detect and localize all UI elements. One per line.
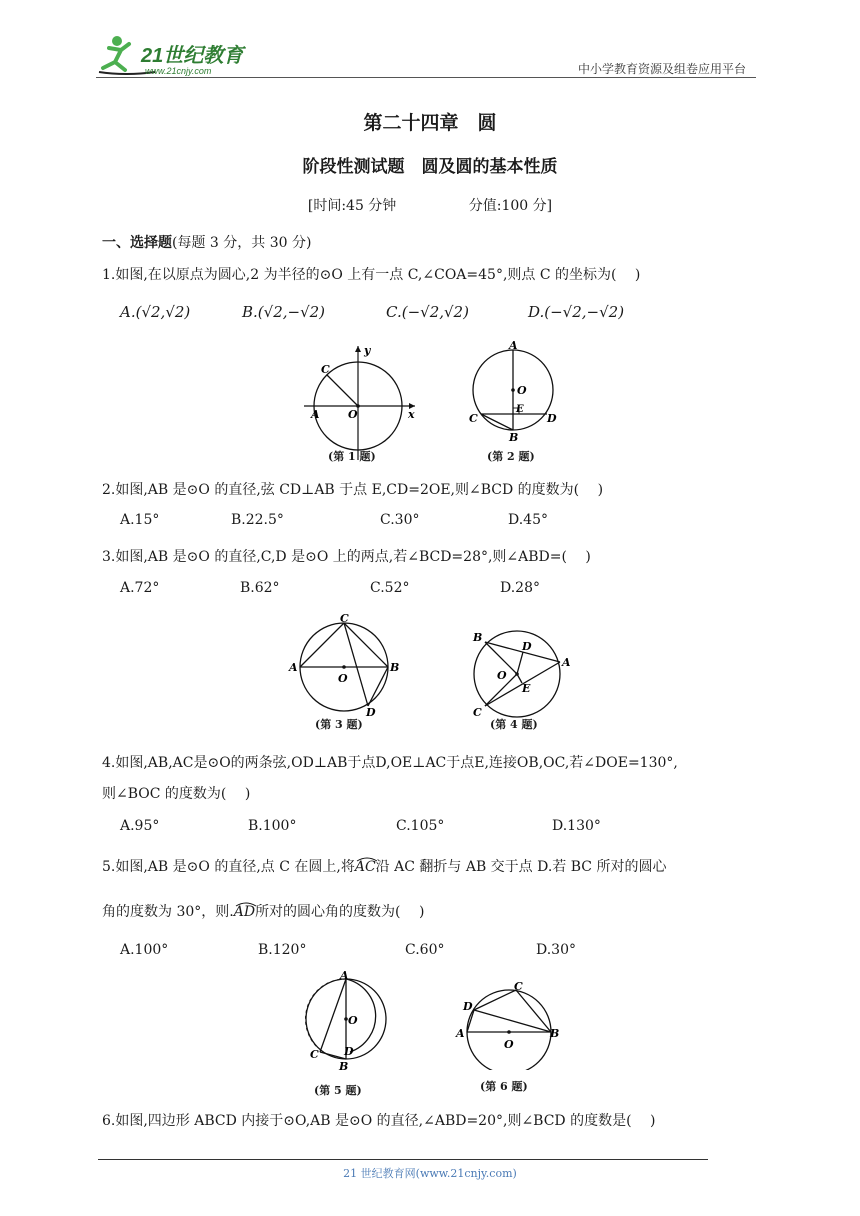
q2-option-d: D.45°	[508, 512, 548, 528]
f3-label-b: B	[390, 661, 400, 674]
f2-label-b: B	[509, 431, 519, 444]
q4-option-d: D.130°	[552, 818, 601, 834]
question-4-line-2: 则∠BOC 的度数为( )	[102, 786, 251, 802]
f2-label-e: E	[516, 404, 524, 415]
f3-label-c: C	[340, 612, 349, 625]
q5-line1-start: 5.如图,AB 是⊙O 的直径,点 C 在圆上,将	[102, 859, 355, 875]
figure-2-caption: (第 2 题)	[487, 450, 535, 463]
q5-option-a: A.100°	[120, 942, 169, 958]
q3-option-b: B.62°	[240, 580, 280, 596]
q5-option-d: D.30°	[536, 942, 576, 958]
test-subtitle: 阶段性测试题 圆及圆的基本性质	[302, 157, 558, 177]
q5-line2-end: 所对的圆心角的度数为( )	[255, 904, 425, 920]
f6-label-b: B	[550, 1027, 560, 1040]
figure-3-caption: (第 3 题)	[315, 718, 363, 731]
q3-option-d: D.28°	[500, 580, 540, 596]
q2-option-b: B.22.5°	[231, 512, 284, 528]
q4-option-a: A.95°	[120, 818, 160, 834]
f2-label-o: O	[517, 384, 527, 397]
question-1: 1.如图,在以原点为圆心,2 为半径的⊙O 上有一点 C,∠COA=45°,则点 C 的坐标为( )	[102, 267, 641, 283]
f6-label-c: C	[514, 980, 523, 993]
f4-label-c: C	[473, 706, 482, 719]
q1-option-d: D.(−√2,−√2)	[528, 303, 625, 321]
test-meta	[0, 195, 860, 215]
figure-4	[467, 624, 577, 720]
q4-option-c: C.105°	[396, 818, 445, 834]
f1-label-y: y	[364, 344, 371, 357]
f4-label-o: O	[497, 669, 507, 682]
logo-text: 21世纪教育	[141, 45, 244, 67]
q1-option-b: B.(√2,−√2)	[242, 303, 326, 321]
f6-label-o: O	[504, 1038, 514, 1051]
question-5-line-1	[102, 856, 666, 876]
footer-link[interactable]: 21 世纪教育网(www.21cnjy.com)	[343, 1167, 517, 1180]
arc-mark-icon	[234, 901, 258, 907]
f6-label-a: A	[456, 1027, 465, 1040]
question-4-line-1: 4.如图,AB,AC是⊙O的两条弦,OD⊥AB于点D,OE⊥AC于点E,连接OB,OC,若∠DOE=130°,	[102, 755, 678, 771]
site-logo	[95, 32, 265, 80]
question-6: 6.如图,四边形 ABCD 内接于⊙O,AB 是⊙O 的直径,∠ABD=20°,则∠BCD 的度数是( )	[102, 1113, 656, 1129]
figure-5	[298, 968, 388, 1074]
figure-5-caption: (第 5 题)	[314, 1084, 362, 1097]
q1-option-c: C.(−√2,√2)	[386, 303, 469, 321]
f1-label-c: C	[321, 363, 330, 376]
q5-arc-ac	[355, 859, 376, 875]
f5-label-o: O	[348, 1014, 358, 1027]
q5-line2-start: 角的度数为 30°，则.	[102, 904, 234, 920]
f6-label-d: D	[463, 1000, 473, 1013]
section-header	[102, 232, 311, 252]
total-score: 分值:100 分]	[468, 198, 553, 214]
q5-arc-ac-label: AC	[354, 859, 376, 875]
question-5-line-2	[102, 901, 424, 921]
f5-label-b: B	[339, 1060, 349, 1073]
f3-label-d: D	[366, 706, 376, 716]
question-2: 2.如图,AB 是⊙O 的直径,弦 CD⊥AB 于点 E,CD=2OE,则∠BCD 的度数为( )	[102, 482, 604, 498]
f4-label-e: E	[522, 682, 531, 695]
figure-2	[465, 338, 565, 446]
figure-1-caption: (第 1 题)	[328, 450, 376, 463]
section-title: 一、选择题	[102, 235, 172, 251]
q5-option-c: C.60°	[405, 942, 445, 958]
f4-label-d: D	[522, 640, 532, 653]
figure-6	[454, 980, 570, 1070]
q5-arc-ad-label: AD	[233, 904, 256, 920]
q3-option-c: C.52°	[370, 580, 410, 596]
q4-option-b: B.100°	[248, 818, 297, 834]
footer-divider	[98, 1159, 708, 1160]
q3-option-a: A.72°	[120, 580, 160, 596]
f1-label-a: A	[311, 408, 320, 421]
figure-3	[286, 612, 406, 716]
chapter-title: 第二十四章 圆	[363, 112, 497, 134]
f5-label-a: A	[340, 969, 349, 982]
header-divider	[96, 77, 756, 78]
f1-label-x: x	[408, 408, 415, 421]
q2-option-c: C.30°	[380, 512, 420, 528]
header-platform-text: 中小学教育资源及组卷应用平台	[578, 62, 747, 76]
question-3: 3.如图,AB 是⊙O 的直径,C,D 是⊙O 上的两点,若∠BCD=28°,则∠ABD=( )	[102, 549, 591, 565]
f3-label-o: O	[338, 672, 348, 685]
q2-option-a: A.15°	[120, 512, 160, 528]
q5-option-b: B.120°	[258, 942, 307, 958]
q5-line1-end: 沿 AC 翻折与 AB 交于点 D.若 BC 所对的圆心	[375, 859, 667, 875]
time-limit: [时间:45 分钟	[307, 198, 397, 214]
q5-arc-ad	[234, 904, 255, 920]
q1-option-a: A.(√2,√2)	[120, 303, 191, 321]
f4-label-b: B	[473, 631, 483, 644]
f5-label-d: D	[344, 1045, 354, 1058]
f2-label-a: A	[509, 339, 518, 352]
f3-label-a: A	[289, 661, 298, 674]
section-note: (每题 3 分，共 30 分)	[172, 235, 312, 251]
logo-url: www.21cnjy.com	[145, 66, 212, 76]
arc-mark-icon	[355, 856, 379, 862]
figure-6-caption: (第 6 题)	[480, 1080, 528, 1093]
f1-label-o: O	[348, 408, 358, 421]
f4-label-a: A	[562, 656, 571, 669]
figure-4-caption: (第 4 题)	[490, 718, 538, 731]
f2-label-d: D	[547, 412, 557, 425]
figure-1	[300, 340, 425, 465]
f2-label-c: C	[469, 412, 478, 425]
f5-label-c: C	[310, 1048, 319, 1061]
